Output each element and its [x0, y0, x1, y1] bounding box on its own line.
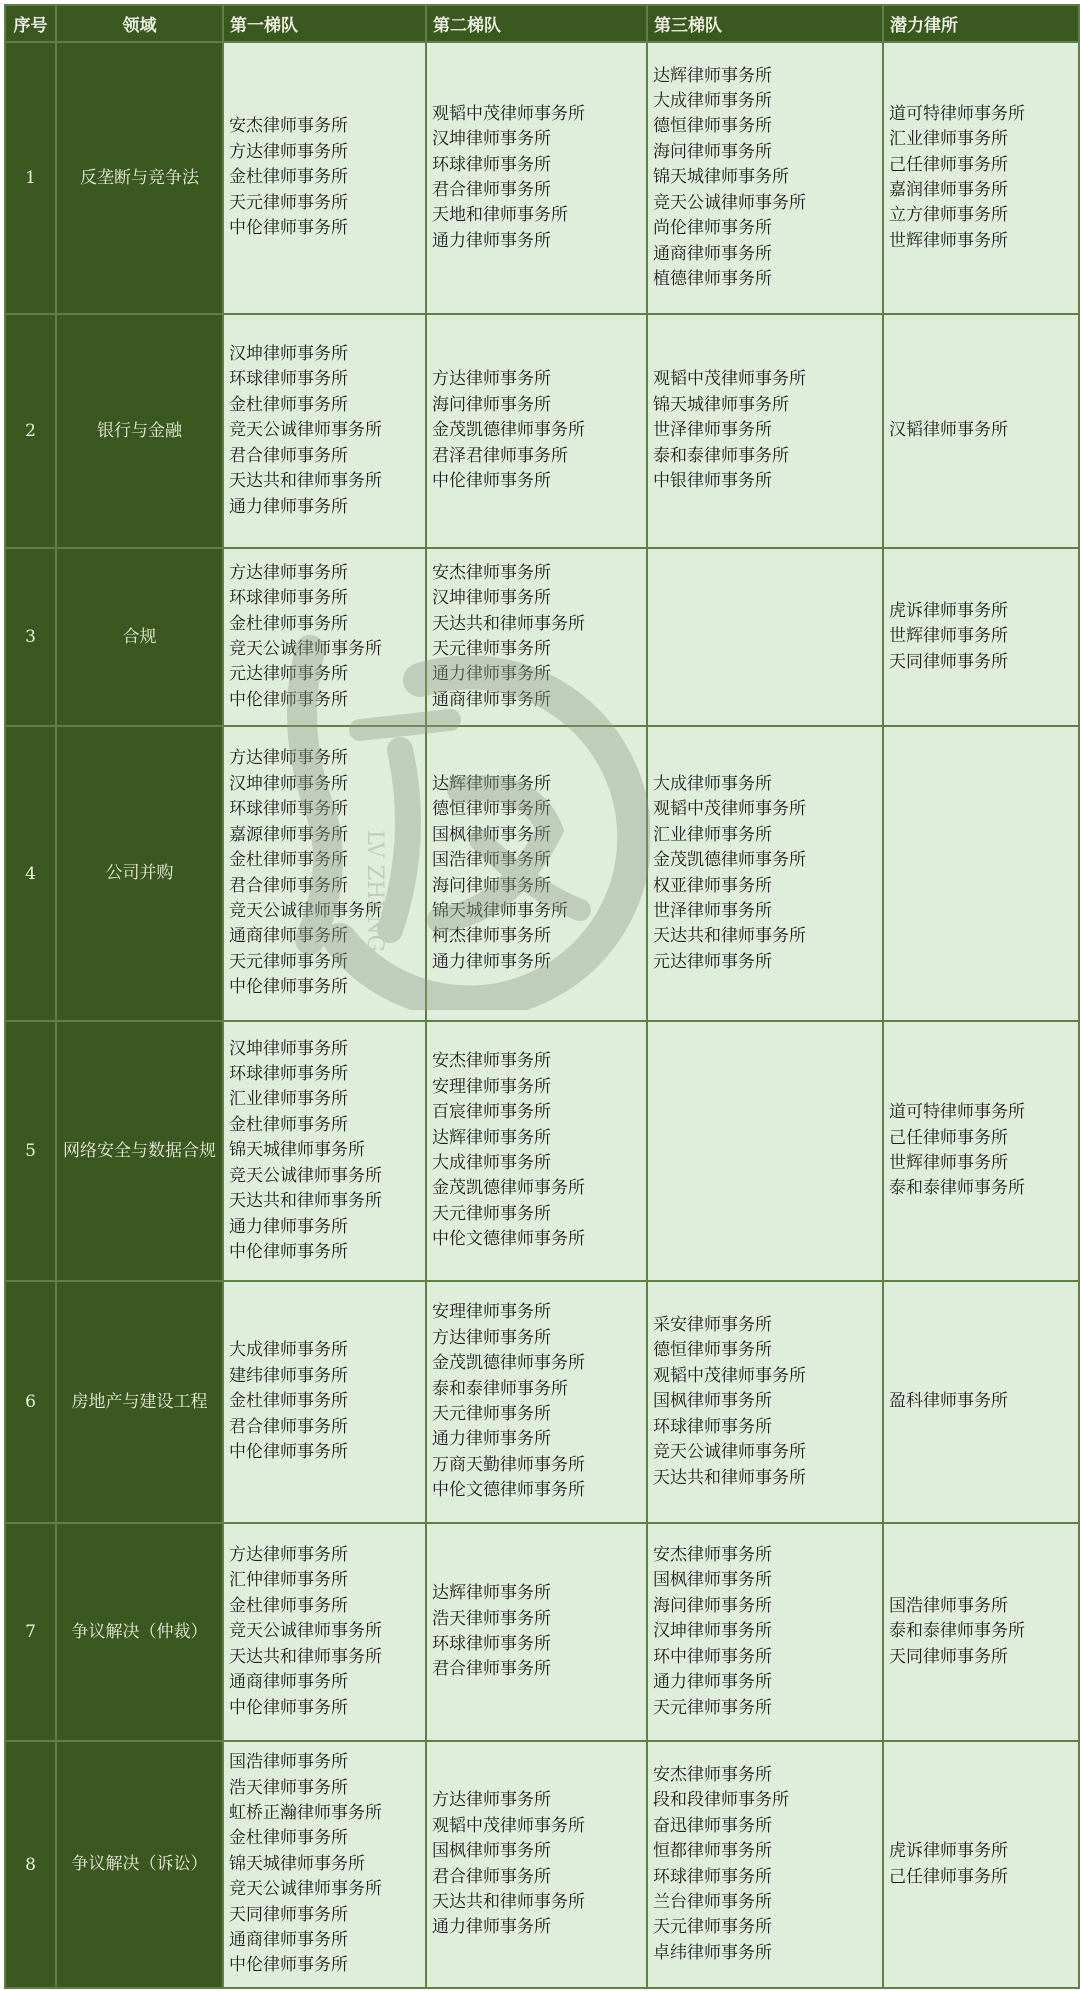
law-firm-name: 达辉律师事务所 — [432, 1127, 551, 1148]
table-row — [5, 1021, 1079, 1281]
potential-cell — [883, 1021, 1079, 1281]
domain-cell: 银行与金融 — [56, 314, 223, 548]
law-firm-name: 己任律师事务所 — [889, 1866, 1008, 1887]
row-index-cell: 1 — [5, 42, 56, 314]
tier3-cell — [647, 1021, 883, 1281]
header-index: 序号 — [5, 5, 56, 42]
law-firm-name: 德恒律师事务所 — [653, 116, 772, 137]
potential-cell — [883, 1281, 1079, 1523]
law-firm-name: 元达律师事务所 — [653, 951, 772, 972]
law-firm-name: 汇仲律师事务所 — [229, 1570, 348, 1591]
potential-cell — [883, 1741, 1079, 1988]
law-firm-name: 方达律师事务所 — [432, 1327, 551, 1348]
tier2-cell — [426, 1741, 647, 1988]
law-firm-name: 万商天勤律师事务所 — [432, 1454, 585, 1475]
potential-cell — [883, 548, 1079, 726]
law-firm-name: 竞天公诚律师事务所 — [653, 192, 806, 213]
tier1-cell — [223, 1281, 426, 1523]
law-firm-name: 金杜律师事务所 — [229, 1595, 348, 1616]
table-row — [5, 1741, 1079, 1988]
law-firm-name: 通力律师事务所 — [432, 1917, 551, 1938]
law-firm-name: 金杜律师事务所 — [229, 850, 348, 871]
tier2-cell — [426, 1021, 647, 1281]
law-firm-name: 浩天律师事务所 — [229, 1777, 348, 1798]
row-index-cell: 7 — [5, 1523, 56, 1741]
law-firm-name: 锦天城律师事务所 — [229, 1853, 365, 1874]
law-firm-name: 嘉源律师事务所 — [229, 824, 348, 845]
law-firm-name: 奋迅律师事务所 — [653, 1815, 772, 1836]
law-firm-name: 汇业律师事务所 — [229, 1089, 348, 1110]
law-firm-name: 海问律师事务所 — [653, 1595, 772, 1616]
law-firm-name: 通商律师事务所 — [229, 1672, 348, 1693]
law-firm-name: 锦天城律师事务所 — [653, 394, 789, 415]
header-row — [5, 5, 1079, 42]
law-firm-name: 中伦律师事务所 — [229, 689, 348, 710]
law-firm-name: 方达律师事务所 — [229, 1545, 348, 1566]
table-row — [5, 548, 1079, 726]
law-firm-name: 天达共和律师事务所 — [229, 1646, 382, 1667]
domain-cell: 合规 — [56, 548, 223, 726]
tier1-cell — [223, 1741, 426, 1988]
law-firm-name: 通力律师事务所 — [229, 1216, 348, 1237]
law-firm-name: 国枫律师事务所 — [432, 1841, 551, 1862]
law-firm-name: 安理律师事务所 — [432, 1076, 551, 1097]
law-firm-name: 道可特律师事务所 — [889, 103, 1025, 124]
law-firm-name: 虎诉律师事务所 — [889, 1841, 1008, 1862]
law-firm-name: 君合律师事务所 — [432, 180, 551, 200]
law-firm-name: 国浩律师事务所 — [889, 1595, 1008, 1616]
tier2-cell — [426, 726, 647, 1021]
law-firm-name: 汉坤律师事务所 — [229, 1038, 348, 1059]
tier3-cell — [647, 1741, 883, 1988]
law-firm-name: 天达共和律师事务所 — [653, 1467, 806, 1488]
domain-cell: 公司并购 — [56, 726, 223, 1021]
law-firm-name: 元达律师事务所 — [229, 664, 348, 685]
law-firm-name: 天地和律师事务所 — [432, 205, 568, 226]
law-firm-name: 锦天城律师事务所 — [653, 167, 789, 188]
tier2-cell — [426, 42, 647, 314]
law-firm-name: 浩天律师事务所 — [432, 1608, 551, 1629]
law-firm-name: 达辉律师事务所 — [432, 1583, 551, 1604]
law-firm-name: 中伦律师事务所 — [229, 1442, 348, 1463]
law-firm-name: 方达律师事务所 — [432, 1790, 551, 1811]
law-firm-name: 安杰律师事务所 — [432, 562, 551, 583]
potential-cell — [883, 726, 1079, 1021]
law-firm-name: 通力律师事务所 — [432, 664, 551, 685]
law-firm-name: 天元律师事务所 — [229, 192, 348, 213]
law-firm-name: 竞天公诚律师事务所 — [229, 1165, 382, 1186]
law-firm-name: 金茂凯德律师事务所 — [653, 850, 806, 871]
law-firm-name: 通力律师事务所 — [653, 1672, 772, 1693]
table-body — [5, 42, 1079, 1988]
law-firm-name: 方达律师事务所 — [229, 141, 348, 162]
tier1-cell — [223, 726, 426, 1021]
law-firm-name: 世泽律师事务所 — [653, 900, 772, 921]
law-firm-name: 竞天公诚律师事务所 — [653, 1442, 806, 1463]
law-firm-name: 环球律师事务所 — [229, 1064, 348, 1085]
law-firm-name: 天同律师事务所 — [889, 1646, 1008, 1667]
law-firm-name: 天元律师事务所 — [432, 639, 551, 659]
law-firm-ranking-table — [4, 4, 1080, 1989]
row-index-cell: 4 — [5, 726, 56, 1021]
domain-cell: 网络安全与数据合规 — [56, 1021, 223, 1281]
law-firm-name: 金杜律师事务所 — [229, 394, 348, 415]
law-firm-name: 锦天城律师事务所 — [229, 1140, 365, 1161]
law-firm-name: 方达律师事务所 — [432, 369, 551, 390]
law-firm-name: 天达共和律师事务所 — [229, 471, 382, 492]
table-row — [5, 1523, 1079, 1741]
law-firm-name: 世辉律师事务所 — [889, 626, 1008, 647]
law-firm-name: 大成律师事务所 — [653, 91, 772, 112]
law-firm-name: 盈科律师事务所 — [889, 1391, 1008, 1412]
domain-cell: 争议解决（仲裁） — [56, 1523, 223, 1741]
law-firm-name: 安杰律师事务所 — [653, 1764, 772, 1785]
law-firm-name: 中伦律师事务所 — [229, 977, 348, 998]
law-firm-name: 天元律师事务所 — [432, 1203, 551, 1224]
law-firm-name: 锦天城律师事务所 — [432, 900, 568, 921]
law-firm-name: 世辉律师事务所 — [889, 230, 1008, 251]
law-firm-name: 虹桥正瀚律师事务所 — [229, 1802, 382, 1823]
law-firm-name: 通商律师事务所 — [432, 689, 551, 710]
law-firm-name: 环球律师事务所 — [653, 1866, 772, 1887]
law-firm-name: 泰和泰律师事务所 — [889, 1621, 1025, 1642]
law-firm-name: 环球律师事务所 — [229, 369, 348, 390]
law-firm-name: 安杰律师事务所 — [653, 1545, 772, 1566]
law-firm-name: 观韬中茂律师事务所 — [432, 1815, 585, 1836]
law-firm-name: 金杜律师事务所 — [229, 613, 348, 634]
law-firm-name: 环球律师事务所 — [432, 1634, 551, 1654]
law-firm-name: 汉坤律师事务所 — [229, 773, 348, 794]
law-firm-name: 天元律师事务所 — [653, 1697, 772, 1718]
law-firm-name: 通商律师事务所 — [229, 926, 348, 947]
law-firm-name: 天同律师事务所 — [229, 1904, 348, 1925]
law-firm-name: 国枫律师事务所 — [653, 1570, 772, 1591]
law-firm-name: 天达共和律师事务所 — [229, 1191, 382, 1212]
law-firm-name: 道可特律师事务所 — [889, 1102, 1025, 1123]
potential-cell — [883, 1523, 1079, 1741]
header-tier2: 第二梯队 — [426, 5, 647, 42]
law-firm-name: 立方律师事务所 — [889, 205, 1008, 226]
law-firm-name: 观韬中茂律师事务所 — [653, 799, 806, 820]
law-firm-name: 中伦律师事务所 — [229, 1955, 348, 1976]
law-firm-name: 金杜律师事务所 — [229, 1828, 348, 1849]
law-firm-name: 汉坤律师事务所 — [432, 588, 551, 609]
law-firm-name: 中伦律师事务所 — [229, 218, 348, 239]
law-firm-name: 观韬中茂律师事务所 — [653, 1365, 806, 1386]
law-firm-name: 金茂凯德律师事务所 — [432, 420, 585, 441]
law-firm-name: 海问律师事务所 — [432, 394, 551, 415]
law-firm-name: 天同律师事务所 — [889, 651, 1008, 672]
law-firm-name: 通力律师事务所 — [432, 951, 551, 972]
header-domain: 领域 — [56, 5, 223, 42]
row-index-cell: 2 — [5, 314, 56, 548]
row-index-cell: 6 — [5, 1281, 56, 1523]
tier2-cell — [426, 548, 647, 726]
law-firm-name: 君合律师事务所 — [432, 1659, 551, 1680]
table-row — [5, 314, 1079, 548]
law-firm-name: 泰和泰律师事务所 — [653, 445, 789, 466]
law-firm-name: 国浩律师事务所 — [432, 850, 551, 871]
law-firm-name: 金杜律师事务所 — [229, 167, 348, 188]
law-firm-name: 竞天公诚律师事务所 — [229, 420, 382, 441]
domain-cell: 房地产与建设工程 — [56, 1281, 223, 1523]
law-firm-name: 国枫律师事务所 — [432, 824, 551, 845]
law-firm-name: 汇业律师事务所 — [889, 129, 1008, 150]
law-firm-name: 环球律师事务所 — [432, 154, 551, 175]
law-firm-name: 通商律师事务所 — [229, 1930, 348, 1951]
law-firm-name: 汇业律师事务所 — [653, 824, 772, 845]
law-firm-name: 国枫律师事务所 — [653, 1391, 772, 1412]
law-firm-name: 世泽律师事务所 — [653, 420, 772, 441]
tier3-cell — [647, 548, 883, 726]
tier3-cell — [647, 1523, 883, 1741]
law-firm-name: 权亚律师事务所 — [653, 875, 772, 896]
law-firm-name: 金杜律师事务所 — [229, 1114, 348, 1135]
header-tier1: 第一梯队 — [223, 5, 426, 42]
law-firm-name: 中伦律师事务所 — [229, 1241, 348, 1262]
tier2-cell — [426, 314, 647, 548]
law-firm-name: 君合律师事务所 — [432, 1866, 551, 1887]
tier1-cell — [223, 1021, 426, 1281]
law-firm-name: 中伦文德律师事务所 — [432, 1480, 585, 1501]
law-firm-name: 泰和泰律师事务所 — [889, 1178, 1025, 1199]
law-firm-name: 金茂凯德律师事务所 — [432, 1178, 585, 1199]
law-firm-name: 安理律师事务所 — [432, 1302, 551, 1323]
law-firm-name: 海问律师事务所 — [432, 875, 551, 896]
law-firm-name: 通力律师事务所 — [432, 230, 551, 251]
row-index-cell: 3 — [5, 548, 56, 726]
law-firm-name: 虎诉律师事务所 — [889, 600, 1008, 621]
tier2-cell — [426, 1523, 647, 1741]
tier3-cell — [647, 726, 883, 1021]
tier1-cell — [223, 42, 426, 314]
tier2-cell — [426, 1281, 647, 1523]
row-index-cell: 8 — [5, 1741, 56, 1988]
law-firm-name: 百宸律师事务所 — [432, 1102, 551, 1123]
law-firm-name: 德恒律师事务所 — [432, 799, 551, 820]
law-firm-name: 中伦律师事务所 — [229, 1697, 348, 1718]
law-firm-name: 汉坤律师事务所 — [432, 129, 551, 150]
law-firm-name: 达辉律师事务所 — [432, 773, 551, 794]
law-firm-name: 汉坤律师事务所 — [653, 1621, 772, 1642]
domain-cell: 争议解决（诉讼） — [56, 1741, 223, 1988]
law-firm-name: 观韬中茂律师事务所 — [432, 103, 585, 124]
law-firm-name: 观韬中茂律师事务所 — [653, 369, 806, 390]
law-firm-name: 天达共和律师事务所 — [432, 613, 585, 634]
law-firm-name: 安杰律师事务所 — [432, 1051, 551, 1072]
law-firm-name: 恒都律师事务所 — [653, 1841, 772, 1862]
law-firm-name: 兰台律师事务所 — [653, 1891, 772, 1912]
domain-cell: 反垄断与竞争法 — [56, 42, 223, 314]
tier3-cell — [647, 314, 883, 548]
law-firm-name: 方达律师事务所 — [229, 562, 348, 583]
row-index-cell: 5 — [5, 1021, 56, 1281]
law-firm-name: 金杜律师事务所 — [229, 1391, 348, 1412]
law-firm-name: 通商律师事务所 — [653, 243, 772, 264]
table-row — [5, 726, 1079, 1021]
law-firm-name: 植德律师事务所 — [653, 268, 772, 289]
law-firm-name: 君合律师事务所 — [229, 445, 348, 466]
law-firm-name: 天达共和律师事务所 — [432, 1891, 585, 1912]
potential-cell — [883, 314, 1079, 548]
law-firm-name: 达辉律师事务所 — [653, 65, 772, 86]
law-firm-name: 中伦文德律师事务所 — [432, 1229, 585, 1250]
law-firm-name: 德恒律师事务所 — [653, 1340, 772, 1361]
potential-cell — [883, 42, 1079, 314]
table-row — [5, 42, 1079, 314]
law-firm-name: 大成律师事务所 — [229, 1340, 348, 1361]
law-firm-name: 嘉润律师事务所 — [889, 180, 1008, 200]
law-firm-name: 通力律师事务所 — [432, 1429, 551, 1450]
law-firm-name: 大成律师事务所 — [432, 1153, 551, 1173]
tier3-cell — [647, 42, 883, 314]
law-firm-name: 天元律师事务所 — [229, 951, 348, 972]
law-firm-name: 天达共和律师事务所 — [653, 926, 806, 947]
law-firm-name: 竞天公诚律师事务所 — [229, 1621, 382, 1642]
table-row — [5, 1281, 1079, 1523]
tier3-cell — [647, 1281, 883, 1523]
law-firm-name: 君泽君律师事务所 — [432, 445, 568, 466]
law-firm-name: 环球律师事务所 — [229, 799, 348, 820]
law-firm-name: 竞天公诚律师事务所 — [229, 1879, 382, 1900]
law-firm-name: 卓纬律师事务所 — [653, 1942, 772, 1963]
law-firm-name: 尚伦律师事务所 — [653, 218, 772, 239]
law-firm-name: 国浩律师事务所 — [229, 1752, 348, 1773]
law-firm-name: 环球律师事务所 — [653, 1416, 772, 1437]
law-firm-ranking-table-wrapper — [4, 4, 1078, 1989]
header-potential: 潜力律所 — [883, 5, 1079, 42]
tier1-cell — [223, 314, 426, 548]
law-firm-name: 中银律师事务所 — [653, 471, 772, 492]
law-firm-name: 竞天公诚律师事务所 — [229, 639, 382, 659]
law-firm-name: 环中律师事务所 — [653, 1646, 772, 1667]
law-firm-name: 君合律师事务所 — [229, 1416, 348, 1437]
tier1-cell — [223, 1523, 426, 1741]
watermark-caption: LV ZHENG — [362, 830, 387, 953]
law-firm-name: 通力律师事务所 — [229, 496, 348, 517]
law-firm-name: 己任律师事务所 — [889, 1127, 1008, 1148]
law-firm-name: 段和段律师事务所 — [653, 1790, 789, 1811]
law-firm-name: 君合律师事务所 — [229, 875, 348, 896]
law-firm-name: 海问律师事务所 — [653, 141, 772, 162]
law-firm-name: 大成律师事务所 — [653, 773, 772, 794]
law-firm-name: 泰和泰律师事务所 — [432, 1378, 568, 1399]
law-firm-name: 天元律师事务所 — [432, 1404, 551, 1424]
law-firm-name: 天元律师事务所 — [653, 1917, 772, 1938]
law-firm-name: 柯杰律师事务所 — [432, 926, 551, 947]
law-firm-name: 建纬律师事务所 — [229, 1365, 348, 1386]
law-firm-name: 汉韬律师事务所 — [889, 420, 1008, 441]
header-tier3: 第三梯队 — [647, 5, 883, 42]
law-firm-name: 世辉律师事务所 — [889, 1153, 1008, 1173]
law-firm-name: 中伦律师事务所 — [432, 471, 551, 492]
tier1-cell — [223, 548, 426, 726]
law-firm-name: 金茂凯德律师事务所 — [432, 1353, 585, 1374]
law-firm-name: 竞天公诚律师事务所 — [229, 900, 382, 921]
law-firm-name: 采安律师事务所 — [653, 1315, 772, 1336]
law-firm-name: 环球律师事务所 — [229, 588, 348, 609]
law-firm-name: 己任律师事务所 — [889, 154, 1008, 175]
law-firm-name: 汉坤律师事务所 — [229, 344, 348, 365]
law-firm-name: 方达律师事务所 — [229, 748, 348, 769]
law-firm-name: 安杰律师事务所 — [229, 116, 348, 137]
